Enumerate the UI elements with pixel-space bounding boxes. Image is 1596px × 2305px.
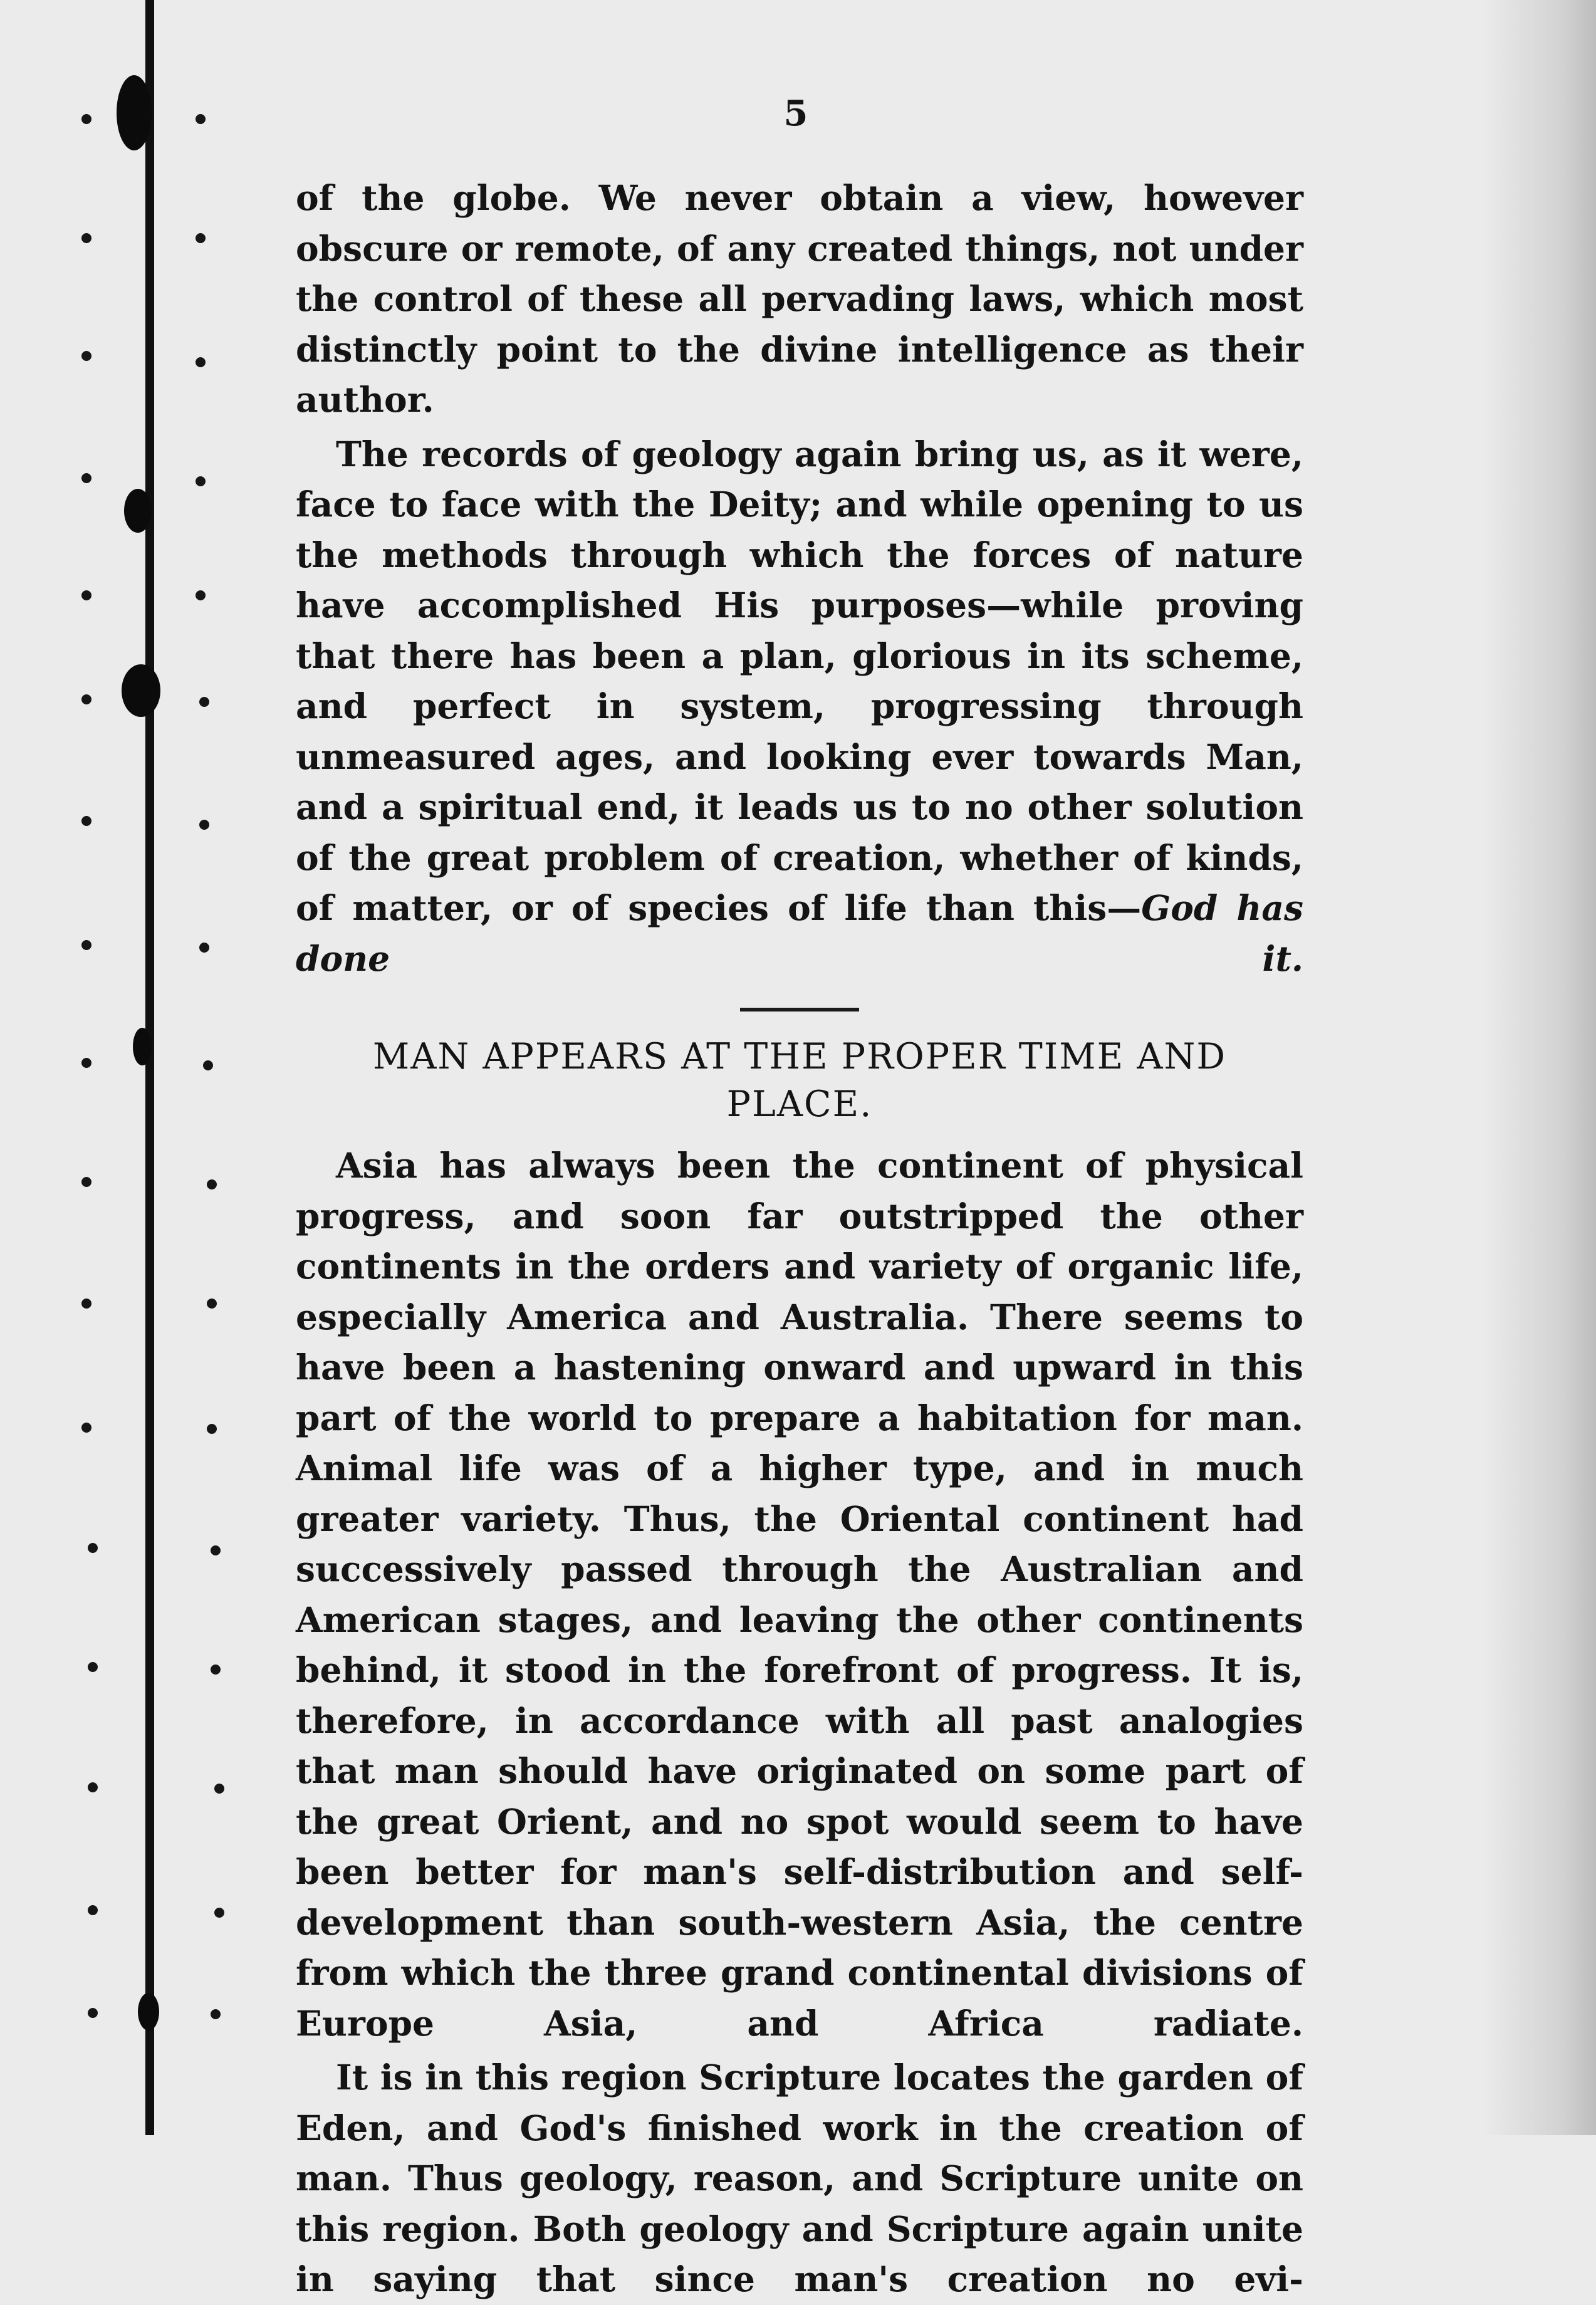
binding-ink-blot xyxy=(138,1993,159,2031)
stitch-dot xyxy=(81,1177,91,1187)
stitch-dot xyxy=(207,1179,217,1189)
binding-ink-blot xyxy=(117,75,152,150)
stitch-dot xyxy=(81,816,91,826)
stitch-dot xyxy=(88,1662,98,1672)
section-divider xyxy=(740,1008,859,1011)
stitch-dot xyxy=(81,694,91,704)
stitch-dot xyxy=(196,233,206,243)
stitch-dot xyxy=(199,697,209,707)
paragraph-4: It is in this region Scripture locates the garden of Eden, and God's finished work in the creation of man. Thus geology, reason, and Scripture unite on this region. Both geology and Scripture again unite in saying that since man's creation no evi- xyxy=(296,2057,1303,2299)
stitch-dot xyxy=(81,473,91,483)
binding-ink-blot xyxy=(124,489,152,533)
paragraph-1: of the globe. We never obtain a view, however obscure or remote, of any created things, not under the control of these all pervading laws, which most distinctly point to the divine intelligence as their author. xyxy=(296,177,1303,420)
stitch-dot xyxy=(88,1543,98,1553)
stitch-dot xyxy=(203,1060,213,1070)
stitch-dot xyxy=(211,1545,221,1555)
stitch-dot xyxy=(214,1784,224,1794)
stitch-dot xyxy=(196,114,206,124)
stitch-dot xyxy=(211,1665,221,1675)
section-heading: MAN APPEARS AT THE PROPER TIME AND PLACE. xyxy=(372,1036,1227,1125)
stitch-dot xyxy=(207,1424,217,1434)
stitch-dot xyxy=(88,2008,98,2018)
stitch-dot xyxy=(81,351,91,361)
stitch-dot xyxy=(81,1299,91,1309)
stitch-dot xyxy=(199,820,209,830)
stitch-dot xyxy=(199,943,209,953)
stitch-dot xyxy=(81,1058,91,1068)
page-number: 5 xyxy=(783,93,808,134)
stitch-dot xyxy=(81,590,91,600)
page-body xyxy=(296,173,1303,2305)
stitch-dot xyxy=(211,2009,221,2019)
stitch-dot xyxy=(196,590,206,600)
binding-ink-blot xyxy=(122,664,160,717)
binding-line xyxy=(145,0,154,2135)
stitch-dot xyxy=(81,940,91,950)
stitch-dot xyxy=(81,114,91,124)
stitch-dot xyxy=(81,1423,91,1433)
stitch-dot xyxy=(207,1299,217,1309)
stitch-dot xyxy=(196,357,206,367)
binding-ink-blot xyxy=(133,1028,152,1065)
stitch-dot xyxy=(196,476,206,486)
paragraph-3: Asia has always been the continent of physical progress, and soon far outstripped the other continents in the orders and variety of organic life, especially America and Australia. There seems to have been a hastening onward and upward in this part of the world to prepare a habitation for man. Animal life was of a higher type, and in much greater variety. Thus, the Oriental continent had successively passed through the Australian and American stages, and leaving the other continents behind, it stood in the forefront of progress. It is, therefore, in accordance with all past analogies that man should have originated on some part of the great Orient, and no spot would seem to have been better for man's self-distribution and self-development than south-western Asia, the centre from which the three grand continental divisions of Europe Asia, and Africa radiate. xyxy=(296,1145,1303,2044)
stitch-dot xyxy=(81,233,91,243)
stitch-dot xyxy=(88,1782,98,1792)
scan-edge-shadow xyxy=(1483,0,1596,2135)
stitch-dot xyxy=(214,1908,224,1918)
stitch-dot xyxy=(88,1905,98,1915)
paragraph-2 xyxy=(296,429,1303,985)
paragraph-2-text: The records of geology again bring us, as it were, face to face with the Deity; and while opening to us the methods through which the forces of nature have accomplished His purposes—while proving that there has been a plan, glorious in its scheme, and perfect in system, progressing through unmeasured ages, and looking ever towards Man, and a spiritual end, it leads us to no other solution of the great problem of creation, whether of kinds, of matter, or of species of life than this— xyxy=(296,433,1303,928)
paragraph-2-emphasis: God has done it. xyxy=(296,887,1303,979)
